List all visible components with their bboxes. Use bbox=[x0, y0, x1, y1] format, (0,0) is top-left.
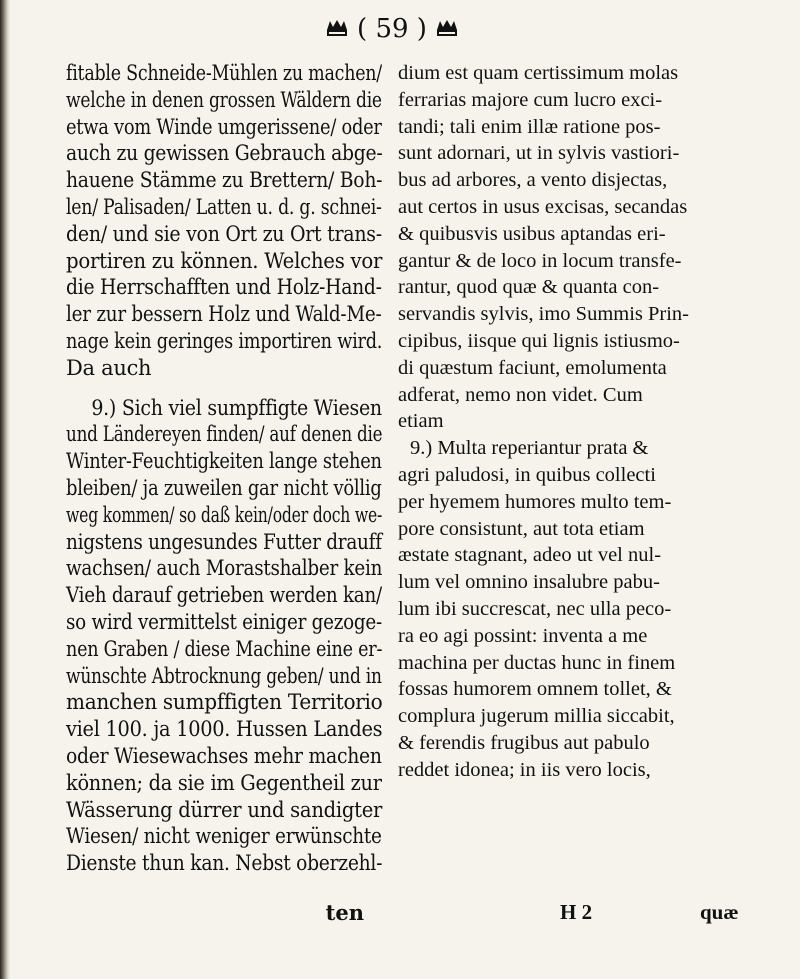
text-line: dium est quam certissimum molas bbox=[398, 62, 679, 84]
text-line: æstate stagnant, adeo ut vel nul- bbox=[398, 544, 662, 567]
text-line: portiren zu können. Welches vor bbox=[66, 248, 383, 273]
text-line: len/ Palisaden/ Latten u. d. g. schnei- bbox=[66, 194, 382, 219]
text-line: bus ad arbores, a vento disjectas, bbox=[398, 169, 668, 192]
text-line: & quibusvis usibus aptandas eri- bbox=[398, 222, 666, 245]
text-line: di quæstum faciunt, emolumenta bbox=[398, 356, 667, 379]
text-line: per hyemem humores multo tem- bbox=[398, 490, 672, 513]
text-line: nigstens ungesundes Futter drauff bbox=[66, 529, 382, 554]
text-line: Wässerung dürrer und sandigter bbox=[66, 797, 383, 822]
text-line: nen Graben / diese Machine eine er- bbox=[66, 636, 383, 661]
text-line: & ferendis frugibus aut pabulo bbox=[398, 731, 650, 754]
german-text-column bbox=[66, 60, 382, 877]
text-line: gantur & de loco in locum transfe- bbox=[398, 249, 682, 272]
text-line: machina per ductas hunc in finem bbox=[398, 651, 676, 674]
text-line: tandi; tali enim illæ ratione pos- bbox=[398, 115, 661, 138]
page-header bbox=[0, 8, 800, 48]
text-line: 9.) Multa reperiantur prata & bbox=[410, 437, 649, 460]
text-line: viel 100. ja 1000. Hussen Landes bbox=[66, 717, 383, 742]
text-line: so wird vermittelst einiger gezoge- bbox=[66, 609, 382, 634]
text-line: complura jugerum millia siccabit, bbox=[398, 705, 675, 728]
text-line: wachsen/ auch Morastshalber kein bbox=[66, 556, 383, 581]
german-paragraph-2 bbox=[66, 395, 382, 877]
text-line: welche in denen grossen Wäldern die bbox=[66, 87, 382, 112]
text-line: hauene Stämme zu Brettern/ Boh- bbox=[66, 168, 383, 193]
text-line: weg kommen/ so daß kein/oder doch we- bbox=[66, 502, 383, 527]
text-line: etiam bbox=[398, 410, 444, 433]
text-line: ferrarias majore cum lucro exci- bbox=[398, 88, 663, 111]
page-binding-edge bbox=[0, 0, 10, 979]
text-line: bleiben/ ja zuweilen gar nicht völlig bbox=[66, 475, 382, 500]
german-catchword: ten bbox=[325, 900, 364, 925]
text-line: aut certos in usus excisas, secandas bbox=[398, 195, 688, 218]
text-line: fitable Schneide-Mühlen zu machen/ bbox=[66, 61, 382, 85]
german-paragraph-1 bbox=[66, 60, 382, 382]
text-line: lum vel omnino insalubre pabu- bbox=[398, 571, 660, 594]
text-line: Wiesen/ nicht weniger erwünschte bbox=[66, 824, 382, 849]
text-line: etwa vom Winde umgerissene/ oder bbox=[66, 114, 382, 139]
text-line: sunt adornari, ut in sylvis vastiori- bbox=[398, 142, 680, 165]
text-line: ra eo agi possint: inventa a me bbox=[398, 624, 648, 647]
latin-text-column bbox=[398, 60, 790, 784]
text-line: Da auch bbox=[66, 355, 152, 380]
crown-ornament-icon bbox=[326, 18, 348, 38]
text-line: Dienste thun kan. Nebst oberzehl- bbox=[66, 851, 383, 876]
text-line: servandis sylvis, imo Summis Prin- bbox=[398, 303, 690, 326]
text-line: nage kein geringes importiren wird. bbox=[66, 328, 383, 353]
text-line: Winter-Feuchtigkeiten lange stehen bbox=[66, 449, 382, 474]
text-line: reddet idonea; in iis vero locis, bbox=[398, 758, 651, 781]
text-line: pore consistunt, aut tota etiam bbox=[398, 517, 645, 540]
text-line: wünschte Abtrocknung geben/ und in bbox=[66, 663, 382, 688]
page-number: ( 59 ) bbox=[357, 14, 427, 44]
text-line: ler zur bessern Holz und Wald-Me- bbox=[66, 302, 382, 327]
text-line: die Herrschafften und Holz-Hand- bbox=[66, 275, 382, 300]
latin-paragraph-1 bbox=[398, 60, 790, 435]
text-line: rantur, quod quæ & quanta con- bbox=[398, 276, 660, 299]
text-line: können; da sie im Gegentheil zur bbox=[66, 770, 382, 795]
text-line: adferat, nemo non videt. Cum bbox=[398, 383, 643, 406]
latin-catchword: quæ bbox=[700, 900, 739, 924]
text-line: manchen sumpffigten Territorio bbox=[66, 690, 383, 715]
latin-paragraph-2 bbox=[398, 435, 790, 783]
text-line: 9.) Sich viel sumpffigte Wiesen bbox=[91, 395, 382, 420]
text-line: cipibus, iisque qui lignis istiusmo- bbox=[398, 329, 680, 352]
text-line: den/ und sie von Ort zu Ort trans- bbox=[66, 221, 382, 246]
signature-mark: H 2 bbox=[560, 900, 593, 924]
text-line: Vieh darauf getrieben werden kan/ bbox=[66, 583, 382, 608]
text-line: fossas humorem omnem tollet, & bbox=[398, 678, 672, 701]
crown-ornament-icon bbox=[436, 18, 458, 38]
text-line: oder Wiesewachses mehr machen bbox=[66, 743, 382, 768]
text-line: auch zu gewissen Gebrauch abge- bbox=[66, 141, 383, 166]
text-line: und Ländereyen finden/ auf denen die bbox=[66, 422, 383, 447]
text-line: lum ibi succrescat, nec ulla peco- bbox=[398, 597, 672, 620]
text-line: agri paludosi, in quibus collecti bbox=[398, 463, 656, 486]
